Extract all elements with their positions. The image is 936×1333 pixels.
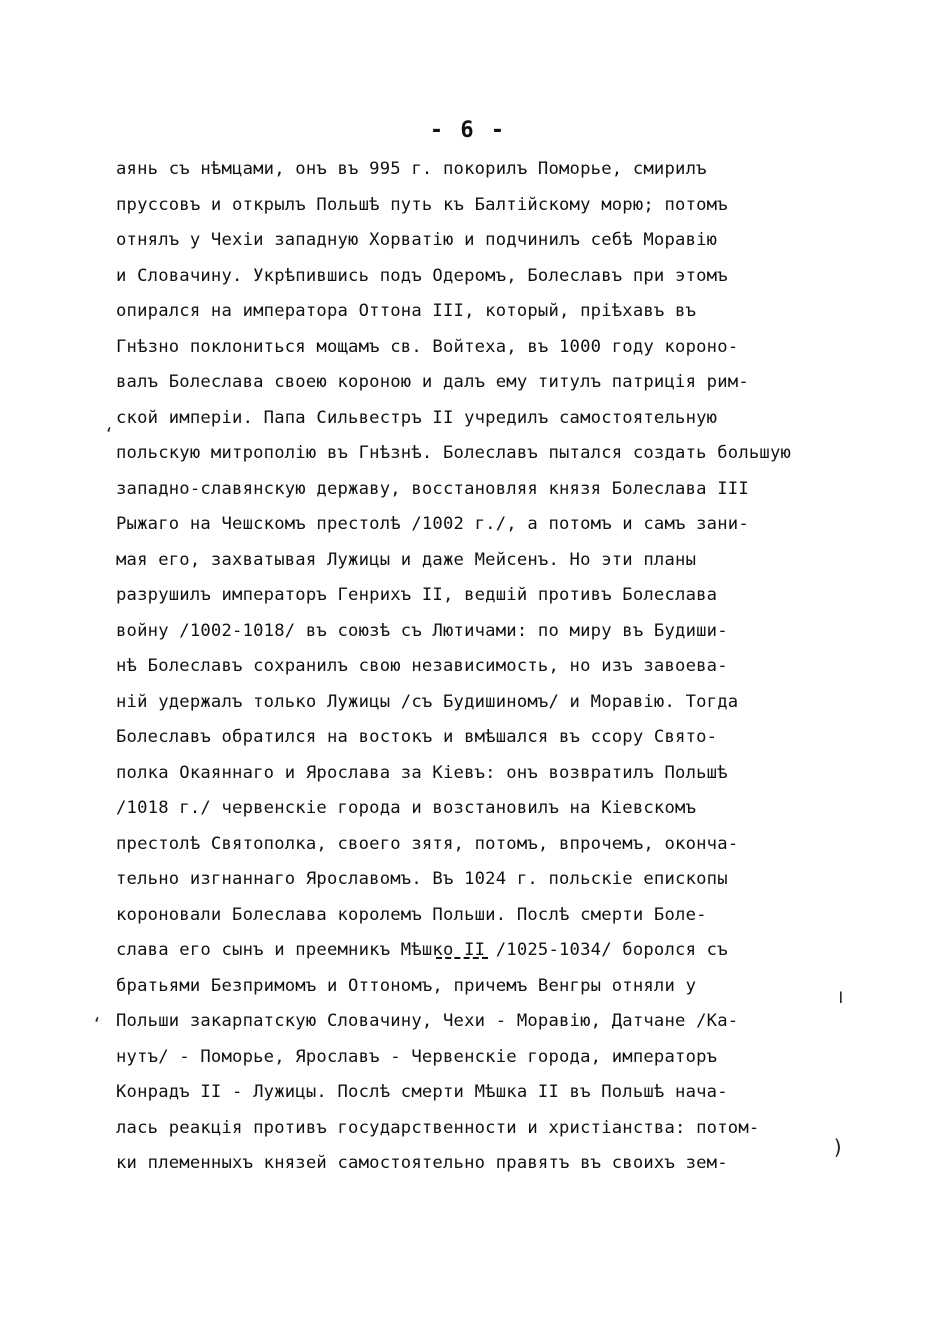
text-line: опирался на императора Оттона III, который, пріѣхавъ въ bbox=[116, 301, 697, 321]
text-line: польскую митрополію въ Гнѣзнѣ. Болеславъ пытался создать большую bbox=[116, 443, 792, 463]
margin-mark: ǀ bbox=[836, 988, 846, 1007]
text-line: ки племенныхъ князей самостоятельно правятъ въ своихъ зем- bbox=[116, 1153, 728, 1173]
text-line: мая его, захватывая Лужицы и даже Мейсенъ. Но эти планы bbox=[116, 549, 697, 570]
dashed-underline bbox=[436, 957, 488, 959]
text-line: западно-славянскую державу, восстановляя князя Болеслава III bbox=[116, 478, 749, 499]
text-line: Болеславъ обратился на востокъ и вмѣшался въ ссору Свято- bbox=[116, 727, 718, 747]
text-line: аянь съ нѣмцами, онъ въ 995 г. покорилъ Поморье, смирилъ bbox=[116, 159, 707, 179]
text-line: валъ Болеслава своею короною и далъ ему титулъ патриція рим- bbox=[116, 372, 749, 392]
text-line: /1018 г./ червенскіе города и возстановилъ на Кіевскомъ bbox=[116, 798, 697, 818]
text-line: Польши закарпатскую Словачину, Чехи - Моравію, Датчане /Ка- bbox=[116, 1011, 739, 1031]
text-line: ній удержалъ только Лужицы /съ Будишиномъ/ и Моравію. Тогда bbox=[116, 691, 739, 712]
text-line: короновали Болеслава королемъ Польши. Послѣ смерти Боле- bbox=[116, 904, 707, 925]
text-line: разрушилъ императоръ Генрихъ II, ведшій противъ Болеслава bbox=[116, 585, 718, 605]
text-line: престолѣ Святополка, своего зятя, потомъ, впрочемъ, оконча- bbox=[116, 833, 739, 854]
text-line: Конрадъ II - Лужицы. Послѣ смерти Мѣшка II въ Польшѣ нача- bbox=[116, 1082, 728, 1102]
margin-mark: ) bbox=[832, 1135, 845, 1159]
text-line: пруссовъ и открылъ Польшѣ путь къ Балтійскому морю; потомъ bbox=[116, 194, 728, 215]
text-line: слава его сынъ и преемникъ Мѣшко II /1025-1034/ боролся съ bbox=[116, 940, 728, 960]
text-line: тельно изгнаннаго Ярославомъ. Въ 1024 г. польскіе епископы bbox=[116, 869, 728, 889]
text-line: ской имперіи. Папа Сильвестръ II учредилъ самостоятельную bbox=[116, 407, 718, 428]
text-body bbox=[116, 152, 836, 1182]
text-line: войну /1002-1018/ въ союзѣ съ Лютичами: по миру въ Будиши- bbox=[116, 620, 728, 641]
text-line: нѣ Болеславъ сохранилъ свою независимость, но изъ завоева- bbox=[116, 656, 728, 676]
text-line: нутъ/ - Поморье, Ярославъ - Червенскіе города, императоръ bbox=[116, 1046, 718, 1067]
margin-mark: ‘ bbox=[92, 1014, 102, 1033]
text-line: и Словачину. Укрѣпившись подъ Одеромъ, Болеславъ при этомъ bbox=[116, 265, 728, 286]
text-line: отнялъ у Чехіи западную Хорватію и подчинилъ себѣ Моравію bbox=[116, 230, 718, 250]
text-line: Рыжаго на Чешскомъ престолѣ /1002 г./, а потомъ и самъ зани- bbox=[116, 514, 749, 534]
text-line: полка Окаяннаго и Ярослава за Кіевъ: онъ возвратилъ Польшѣ bbox=[116, 762, 728, 783]
text-line: братьями Безпримомъ и Оттономъ, причемъ Венгры отняли у bbox=[116, 975, 697, 996]
text-line: лась реакція противъ государственности и христіанства: потом- bbox=[116, 1117, 760, 1138]
margin-mark: ‘ bbox=[104, 424, 114, 443]
page-number: - 6 - bbox=[429, 118, 507, 143]
text-line: Гнѣзно поклониться мощамъ св. Войтеха, въ 1000 году короно- bbox=[116, 336, 739, 357]
